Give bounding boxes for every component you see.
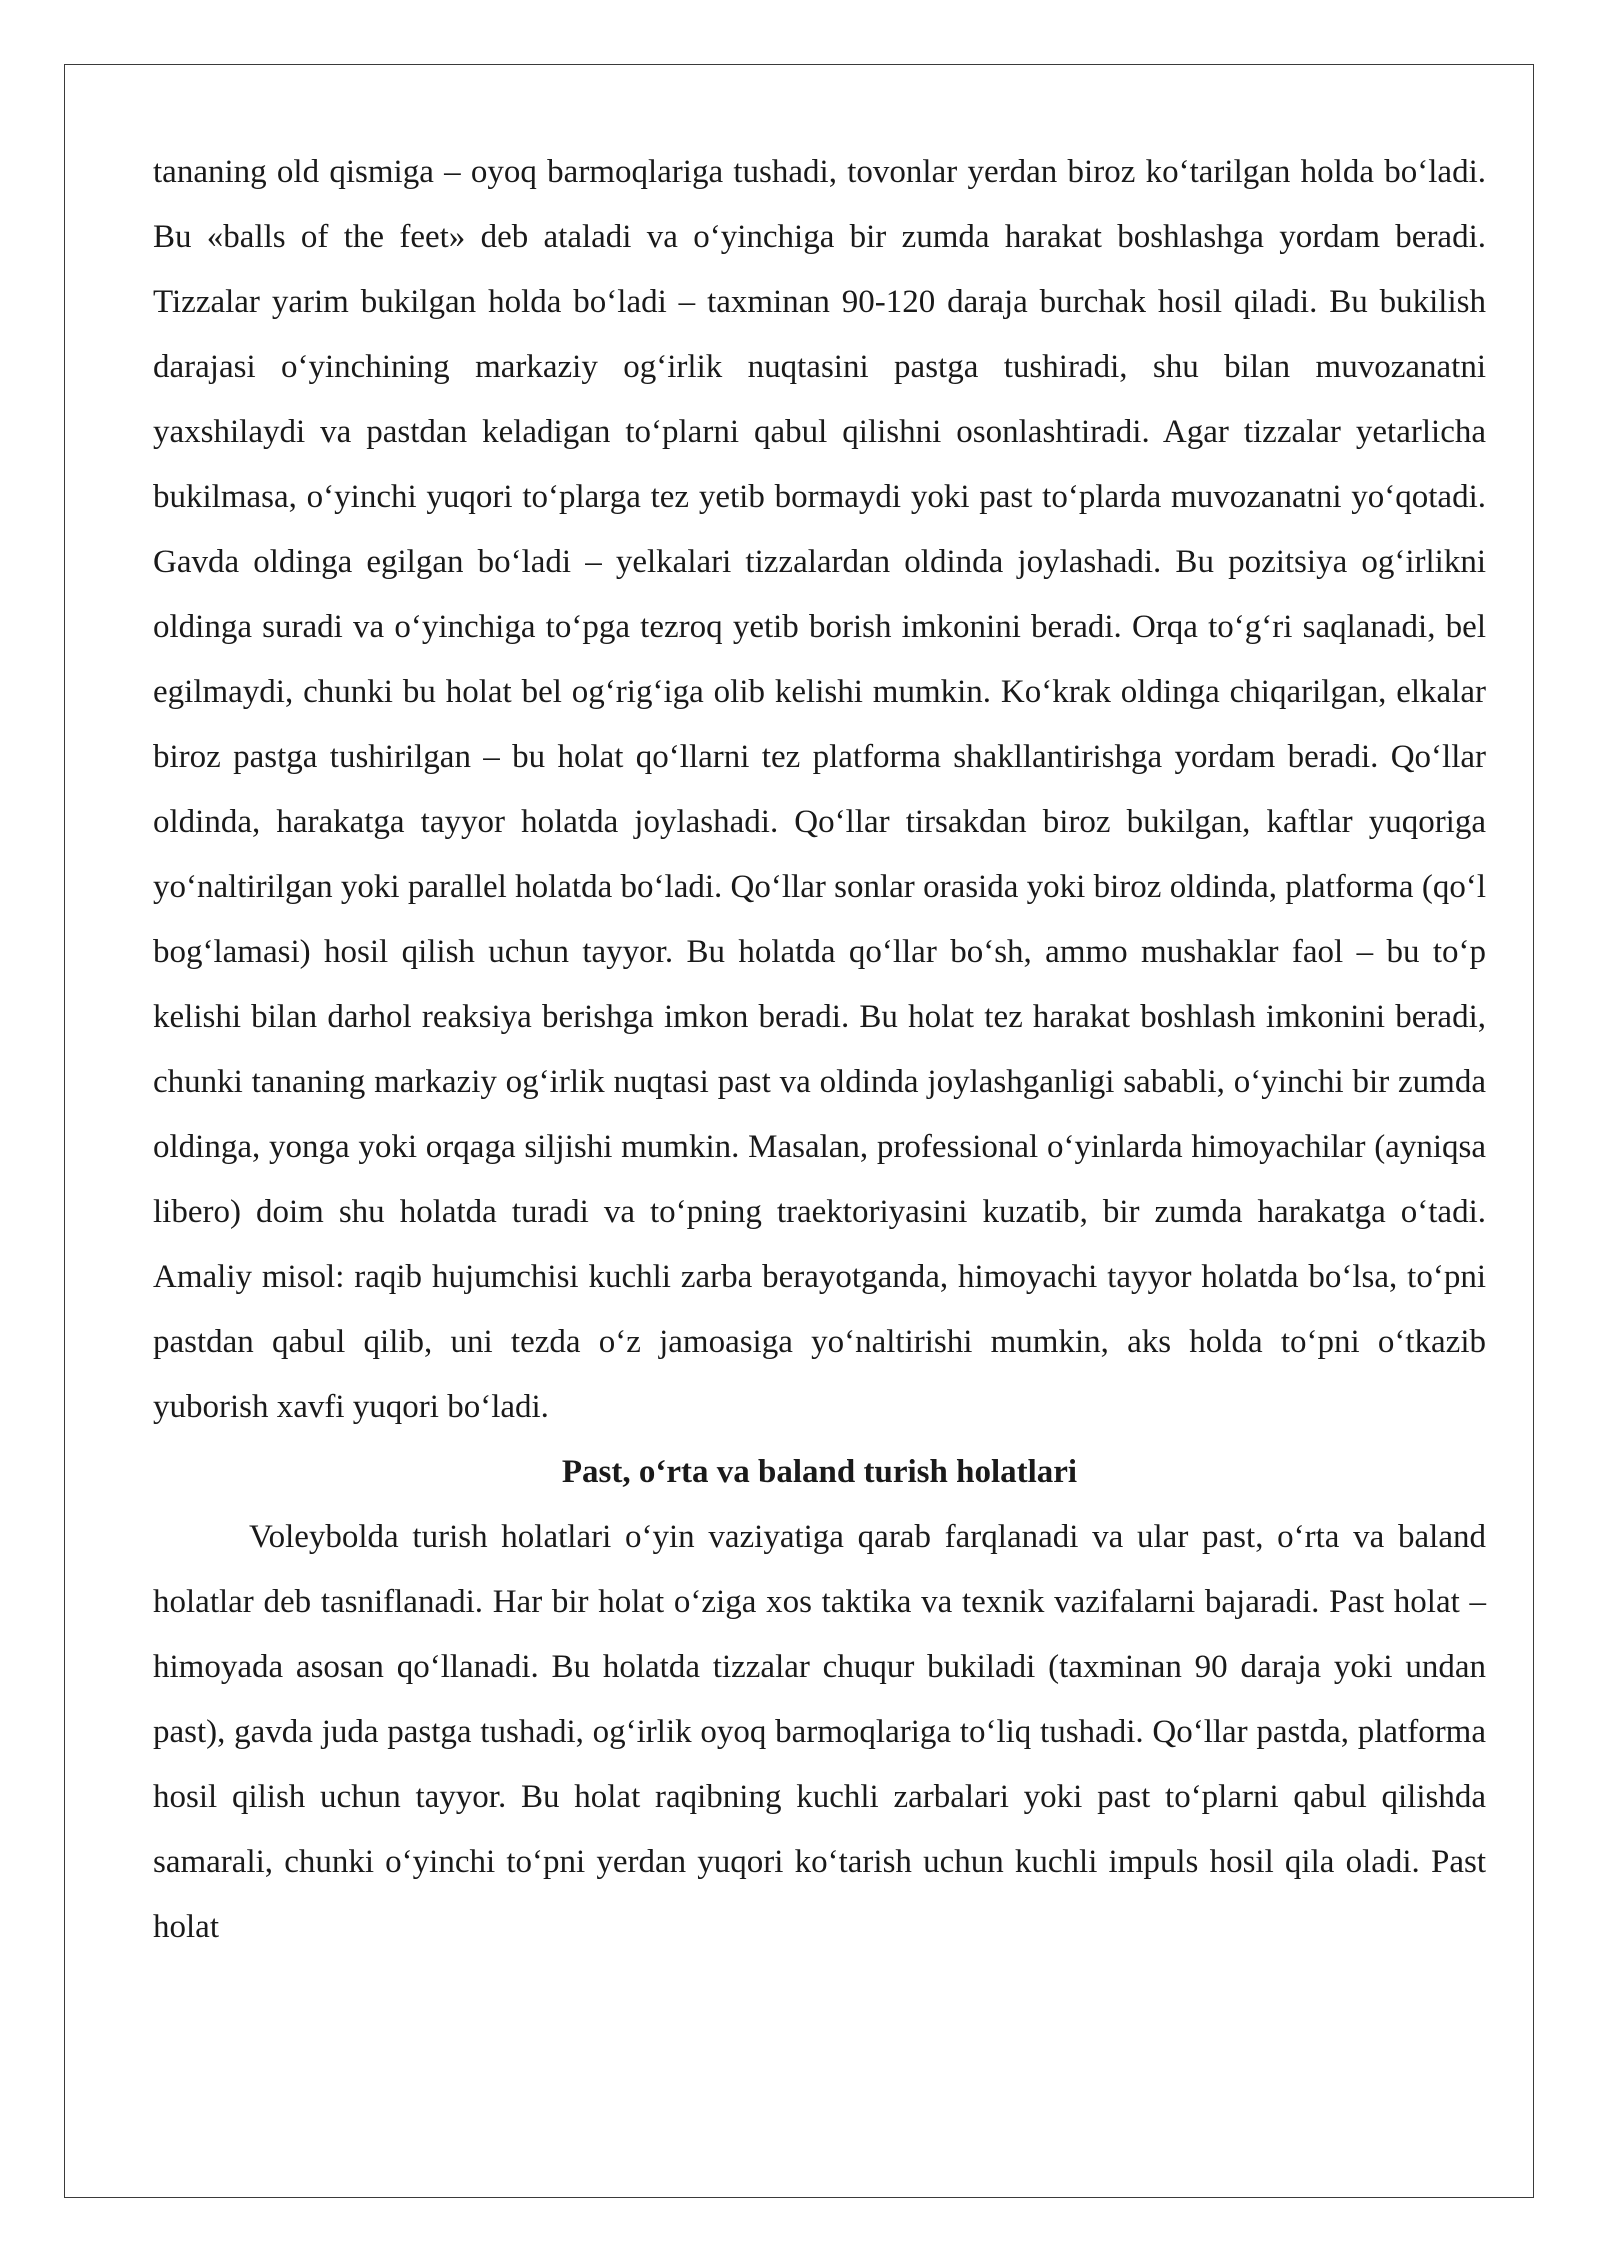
- body-paragraph: Voleybolda turish holatlari o‘yin vaziyatiga qarab farqlanadi va ular past, o‘rta va baland holatlar deb tasniflanadi. Har bir holat o‘ziga xos taktika va texnik vazifalarni bajaradi. Past holat – himoyada asosan qo‘llanadi. Bu holatda tizzalar chuqur bukiladi (taxminan 90 daraja yoki undan past), gavda juda pastga tushadi, og‘irlik oyoq barmoqlariga to‘liq tushadi. Qo‘llar pastda, platforma hosil qilish uchun tayyor. Bu holat raqibning kuchli zarbalari yoki past to‘plarni qabul qilishda samarali, chunki o‘yinchi to‘pni yerdan yuqori ko‘tarish uchun kuchli impuls hosil qila oladi. Past holat: [153, 1519, 1486, 1945]
- section-heading: Past, o‘rta va baland turish holatlari: [561, 1454, 1078, 1490]
- document-body: [153, 140, 1486, 1960]
- body-paragraph: tananing old qismiga – oyoq barmoqlariga tushadi, tovonlar yerdan biroz ko‘tarilgan holda bo‘ladi. Bu «balls of the feet» deb ataladi va o‘yinchiga bir zumda harakat boshlashga yordam beradi. Tizzalar yarim bukilgan holda bo‘ladi – taxminan 90-120 daraja burchak hosil qiladi. Bu bukilish darajasi o‘yinchining markaziy og‘irlik nuqtasini pastga tushiradi, shu bilan muvozanatni yaxshilaydi va pastdan keladigan to‘plarni qabul qilishni osonlashtiradi. Agar tizzalar yetarlicha bukilmasa, o‘yinchi yuqori to‘plarga tez yetib bormaydi yoki past to‘plarda muvozanatni yo‘qotadi. Gavda oldinga egilgan bo‘ladi – yelkalari tizzalardan oldinda joylashadi. Bu pozitsiya og‘irlikni oldinga suradi va o‘yinchiga to‘pga tezroq yetib borish imkonini beradi. Orqa to‘g‘ri saqlanadi, bel egilmaydi, chunki bu holat bel og‘rig‘iga olib kelishi mumkin. Ko‘krak oldinga chiqarilgan, elkalar biroz pastga tushirilgan – bu holat qo‘llarni tez platforma shakllantirishga yordam beradi. Qo‘llar oldinda, harakatga tayyor holatda joylashadi. Qo‘llar tirsakdan biroz bukilgan, kaftlar yuqoriga yo‘naltirilgan yoki parallel holatda bo‘ladi. Qo‘llar sonlar orasida yoki biroz oldinda, platforma (qo‘l bog‘lamasi) hosil qilish uchun tayyor. Bu holatda qo‘llar bo‘sh, ammo mushaklar faol – bu to‘p kelishi bilan darhol reaksiya berishga imkon beradi. Bu holat tez harakat boshlash imkonini beradi, chunki tananing markaziy og‘irlik nuqtasi past va oldinda joylashganligi sababli, o‘yinchi bir zumda oldinga, yonga yoki orqaga siljishi mumkin. Masalan, professional o‘yinlarda himoyachilar (ayniqsa libero) doim shu holatda turadi va to‘pning traektoriyasini kuzatib, bir zumda harakatga o‘tadi. Amaliy misol: raqib hujumchisi kuchli zarba berayotganda, himoyachi tayyor holatda bo‘lsa, to‘pni pastdan qabul qilib, uni tezda o‘z jamoasiga yo‘naltirishi mumkin, aks holda to‘pni o‘tkazib yuborish xavfi yuqori bo‘ladi.: [153, 154, 1486, 1425]
